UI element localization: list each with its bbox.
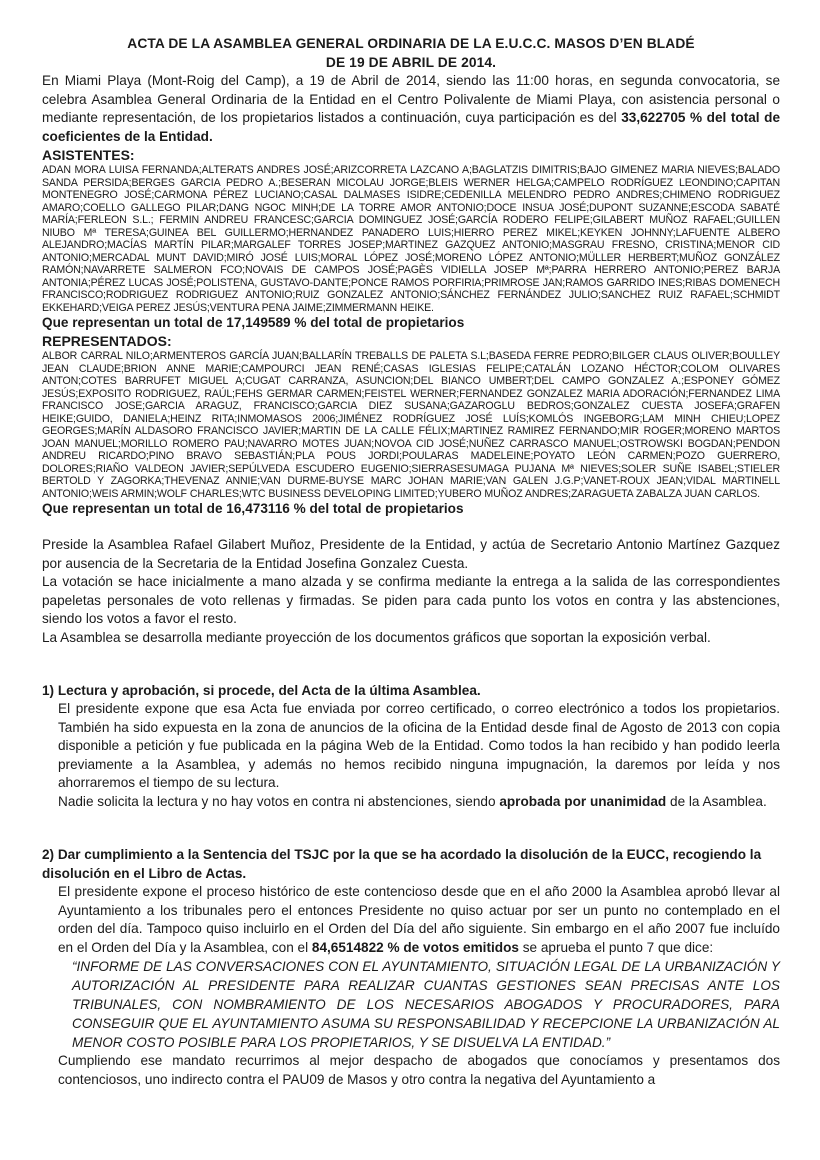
attendees-names-list: ADAN MORA LUISA FERNANDA;ALTERATS ANDRES JOSÉ;ARIZCORRETA LAZCANO A;BAGLATZIS DIMITRIS;BAJO GIMENEZ MARIA NIEVES;BALADO SANDA PERSIDA;BERGES GARCIA PEDRO A.;BESERAN MICOLAU JORGE;BLEIS WERNER HELGA;CAMPELO RODRÍGUEZ LEONDINO;CAPITAN MONTENEGRO JOSÉ;CARMONA PÉREZ LUCIANO;CASAL DALMASES ISIDRE;CEDENILLA MELENDRO PEDRO ANDRES;CHIMENO RODRIGUEZ AMARO;COELLO GALLEGO PILAR;DANG NGOC MINH;DE LA TORRE AMOR ANTONIO;DOCE INSUA JOSÉ;DUPONT SUZANNE;ESCODA SABATÉ MARÍA;FERLEON S.L.; FERMIN ANDREU FRANCESC;GARCIA DOMINGUEZ JOSÉ;GARCÍA RODERO FELIPE;GILABERT MUÑOZ RAFAEL;GUILLEN NIUBO Mª TERESA;GUINEA BEL GUILLERMO;HERNANDEZ PANADERO LUIS;HIERRO PEREZ MIKEL;KEYKEN JOHNNY;LAFUENTE ALBERO ALEJANDRO;MACÍAS MARTÍN PILAR;MARGALEF TORRES JOSEP;MARTINEZ GAZQUEZ ANTONIO;MASGRAU FRESNO, CRISTINA;MENOR CID ANTONIO;MERCADAL MUNT DAVID;MIRÓ JOSÉ LUIS;MORAL LÓPEZ JOSÉ;MORENO LÓPEZ ANTONIO;MÜLLER HERBERT;MUÑOZ GONZÁLEZ RAMÓN;NAVARRETE SALMERON FCO;NOVAIS DE CAMPOS JOSÉ;PAGÈS VIDIELLA JOSEP Mª;PARRA HERRERO ANTONIO;PEREZ BARJA ANTONIA;PÉREZ LUCAS JOSÉ;POLISTENA, GUSTAVO-DANTE;PONCE RAMOS PORFIRIA;PRIMROSE JAN;RAMOS GARRIDO INES;RIBAS DOMENECH FRANCISCO;RODRIGUEZ RODRIGUEZ ANTONIO;RUIZ GONZALEZ ANTONIO;SÁNCHEZ FERNÁNDEZ JULIO;SANCHEZ RUIZ RAFAEL;SCHMIDT EKKEHARD;VEIGA PEREZ JESÚS;VENTURA PENA JAIME;ZIMMERMANN HEIKE. bbox=[42, 164, 780, 314]
item1-paragraph-2 bbox=[58, 793, 780, 812]
intro-paragraph bbox=[42, 72, 780, 146]
represented-total-line: Que representan un total de 16,473116 % del total de propietarios bbox=[42, 501, 464, 516]
item2-paragraph-2: Cumpliendo ese mandato recurrimos al mejor despacho de abogados que conocíamos y presentamos dos contenciosos, uno indirecto contra el PAU09 de Masos y otro contra la negativa del Ayuntamiento a bbox=[58, 1053, 780, 1087]
document-title-line-2: DE 19 DE ABRIL DE 2014. bbox=[325, 55, 497, 70]
represented-names-list: ALBOR CARRAL NILO;ARMENTEROS GARCÍA JUAN;BALLARÍN TREBALLS DE PALETA S.L;BASEDA FERRE PEDRO;BILGER CLAUS OLIVER;BOULLEY JEAN CLAUDE;BRION ANNE MARIE;CAMPOURCI JEAN RENÉ;CASAS IGLESIAS FELIPE;CATALÁN LOZANO HÉCTOR;COLOM OLIVARES ANTON;COTES BARRUFET MIGUEL A;CUGAT CARRANZA, ASUNCION;DEL BIANCO UMBERT;DEL CAMPO GONZALEZ A.;ESPONEY GÓMEZ JESÚS;EXPOSITO RODRIGUEZ, RAÚL;FEHS GERMAR CARMEN;FEISTEL WERNER;FERNANDEZ GONZALEZ MARIA ADORACIÓN;FERNANDEZ LIMA FRANCISCO JOSE;GARCIA ARAGUZ, FRANCISCO;GARCIA DIEZ SUSANA;GAZAROGLU BEDROS;GONZALEZ CUESTA JOSEFA;GRAFEN HEIKE;GUIDO, DANIELA;HEINZ RITA;INMOMASOS 2006;JIMÉNEZ RODRÍGUEZ JOSÉ LUÍS;KOMLÓS INGEBORG;LAM MINH CHIEU;LOPEZ GEORGES;MARÍN ALDASORO FRANCISCO JAVIER;MARTIN DE LA CALLE FÉLIX;MARTINEZ RAMIREZ FERNANDO;MIR ROGER;MORENO MARTOS JOAN MANUEL;MORILLO ROMERO PAU;NAVARRO MOTES JUAN;NOVOA CID JOSÉ;NUÑEZ CARRASCO MANUEL;OSTROWSKI BOGDAN;PENDON ANDREU RICARDO;PINO BRAVO SEBASTIÁN;PLA POUS JORDI;POULARAS MADELEINE;POYATO LEÓN CARMEN;POZO GUERRERO, DOLORES;RIAÑO VALDEON JAVIER;SEPÚLVEDA ESCUDERO EUGENIO;SIERRASESUMAGA PUJANA Mª NIEVES;SOLER SUÑE ISABEL;STIELER BERTOLD Y ZAGORKA;THEVENAZ ANNIE;VAN DURME-BUYSE MARC JOHAN MARIE;VAN GALEN J.G.P;VANET-ROUX JEAN;VIDAL MARTINELL ANTONIO;WEIS ARMIN;WOLF CHARLES;WTC BUSINESS DEVELOPING LIMITED;YUBERO MUÑOZ ANDRES;ZARAGUETA ZABALZA JUAN CARLOS. bbox=[42, 350, 780, 500]
item2-paragraph-1-tail: se aprueba el punto 7 que dice: bbox=[518, 939, 714, 955]
document-title-line-1: ACTA DE LA ASAMBLEA GENERAL ORDINARIA DE LA E.U.C.C. MASOS D’EN BLADÉ bbox=[127, 36, 695, 51]
item1-paragraph-2-text: Nadie solicita la lectura y no hay votos en contra ni abstenciones, siendo bbox=[58, 793, 500, 809]
paragraph-proyeccion: La Asamblea se desarrolla mediante proyección de los documentos gráficos que soportan la exposición verbal. bbox=[42, 629, 711, 645]
item1-approval-result: aprobada por unanimidad bbox=[499, 793, 667, 809]
spacer bbox=[42, 811, 780, 845]
attendees-total-line: Que representan un total de 17,149589 % del total de propietarios bbox=[42, 315, 465, 330]
attendees-heading: ASISTENTES: bbox=[42, 147, 135, 163]
spacer bbox=[42, 518, 780, 536]
item2-paragraph-1 bbox=[58, 883, 780, 957]
represented-heading: REPRESENTADOS: bbox=[42, 333, 172, 349]
intro-text: En Miami Playa (Mont-Roig del Camp), a 19 de Abril de 2014, siendo las 11:00 horas, en segunda convocatoria, se celebra Asamblea General Ordinaria de la Entidad en el Centro Polivalente de Miami Playa, con asistencia personal o mediante representación, de los propietarios listados a continuación, cuya participación es del bbox=[42, 73, 780, 125]
spacer bbox=[42, 647, 780, 681]
document-title bbox=[42, 34, 780, 72]
item2-paragraph-1-text: El presidente expone el proceso histórico de este contencioso desde que en el año 2000 la Asamblea aprobó llevar al Ayuntamiento a los tribunales pero el entonces Presidente no quiso actuar por ser un punto no contemplado en el orden del día. Tampoco quiso incluirlo en el Orden del Día del año siguiente. Sin embargo en el año 2007 fue incluído en el Orden del Día y la Asamblea, con el bbox=[58, 884, 780, 955]
intro-participation-percentage: 33,622705 % del total de coeficientes de la Entidad. bbox=[42, 110, 780, 144]
item2-resolution-quote: “INFORME DE LAS CONVERSACIONES CON EL AYUNTAMIENTO, SITUACIÓN LEGAL DE LA URBANIZACIÓN Y AUTORIZACIÓN AL PRESIDENTE PARA REALIZAR CUANTAS GESTIONES SEAN PRECISAS ANTE LOS TRIBUNALES, CON NOMBRAMIENTO DE LOS NECESARIOS ABOGADOS Y PROCURADORES, PARA CONSEGUIR QUE EL AYUNTAMIENTO ASUMA SU RESPONSABILIDAD Y RECEPCIONE LA URBANIZACIÓN AL MENOR COSTO POSIBLE PARA LOS PROPIETARIOS, Y SE DISUELVA LA ENTIDAD.” bbox=[72, 959, 780, 1050]
item2-heading: 2) Dar cumplimiento a la Sentencia del TSJC por la que se ha acordado la disolución de la EUCC, recogiendo la disolución en el Libro de Actas. bbox=[42, 847, 762, 881]
paragraph-votacion: La votación se hace inicialmente a mano alzada y se confirma mediante la entrega a la salida de las correspondientes papeletas personales de voto rellenas y firmadas. Se piden para cada punto los votos en contra y las abstenciones, siendo los votos a favor el resto. bbox=[42, 574, 780, 626]
paragraph-preside: Preside la Asamblea Rafael Gilabert Muñoz, Presidente de la Entidad, y actúa de Secretario Antonio Martínez Gazquez por ausencia de la Secretaria de la Entidad Josefina Gonzalez Cuesta. bbox=[42, 537, 780, 571]
item1-paragraph-1: El presidente expone que esa Acta fue enviada por correo certificado, o correo electrónico a todos los propietarios. También ha sido expuesta en la zona de anuncios de la oficina de la Entidad desde final de Agosto de 2013 con copia disponible a petición y fue publicada en la página Web de la Entidad. Como todos la han recibido y han podido leerla previamente a la Asamblea, y además no hemos recibido ninguna impugnación, la daremos por leída y nos ahorraremos el tiempo de su lectura. bbox=[58, 701, 780, 790]
item2-votes-percentage: 84,6514822 % de votos emitidos bbox=[311, 939, 519, 955]
item1-paragraph-2-tail: de la Asamblea. bbox=[666, 793, 767, 809]
item1-heading: 1) Lectura y aprobación, si procede, del Acta de la última Asamblea. bbox=[42, 683, 481, 698]
